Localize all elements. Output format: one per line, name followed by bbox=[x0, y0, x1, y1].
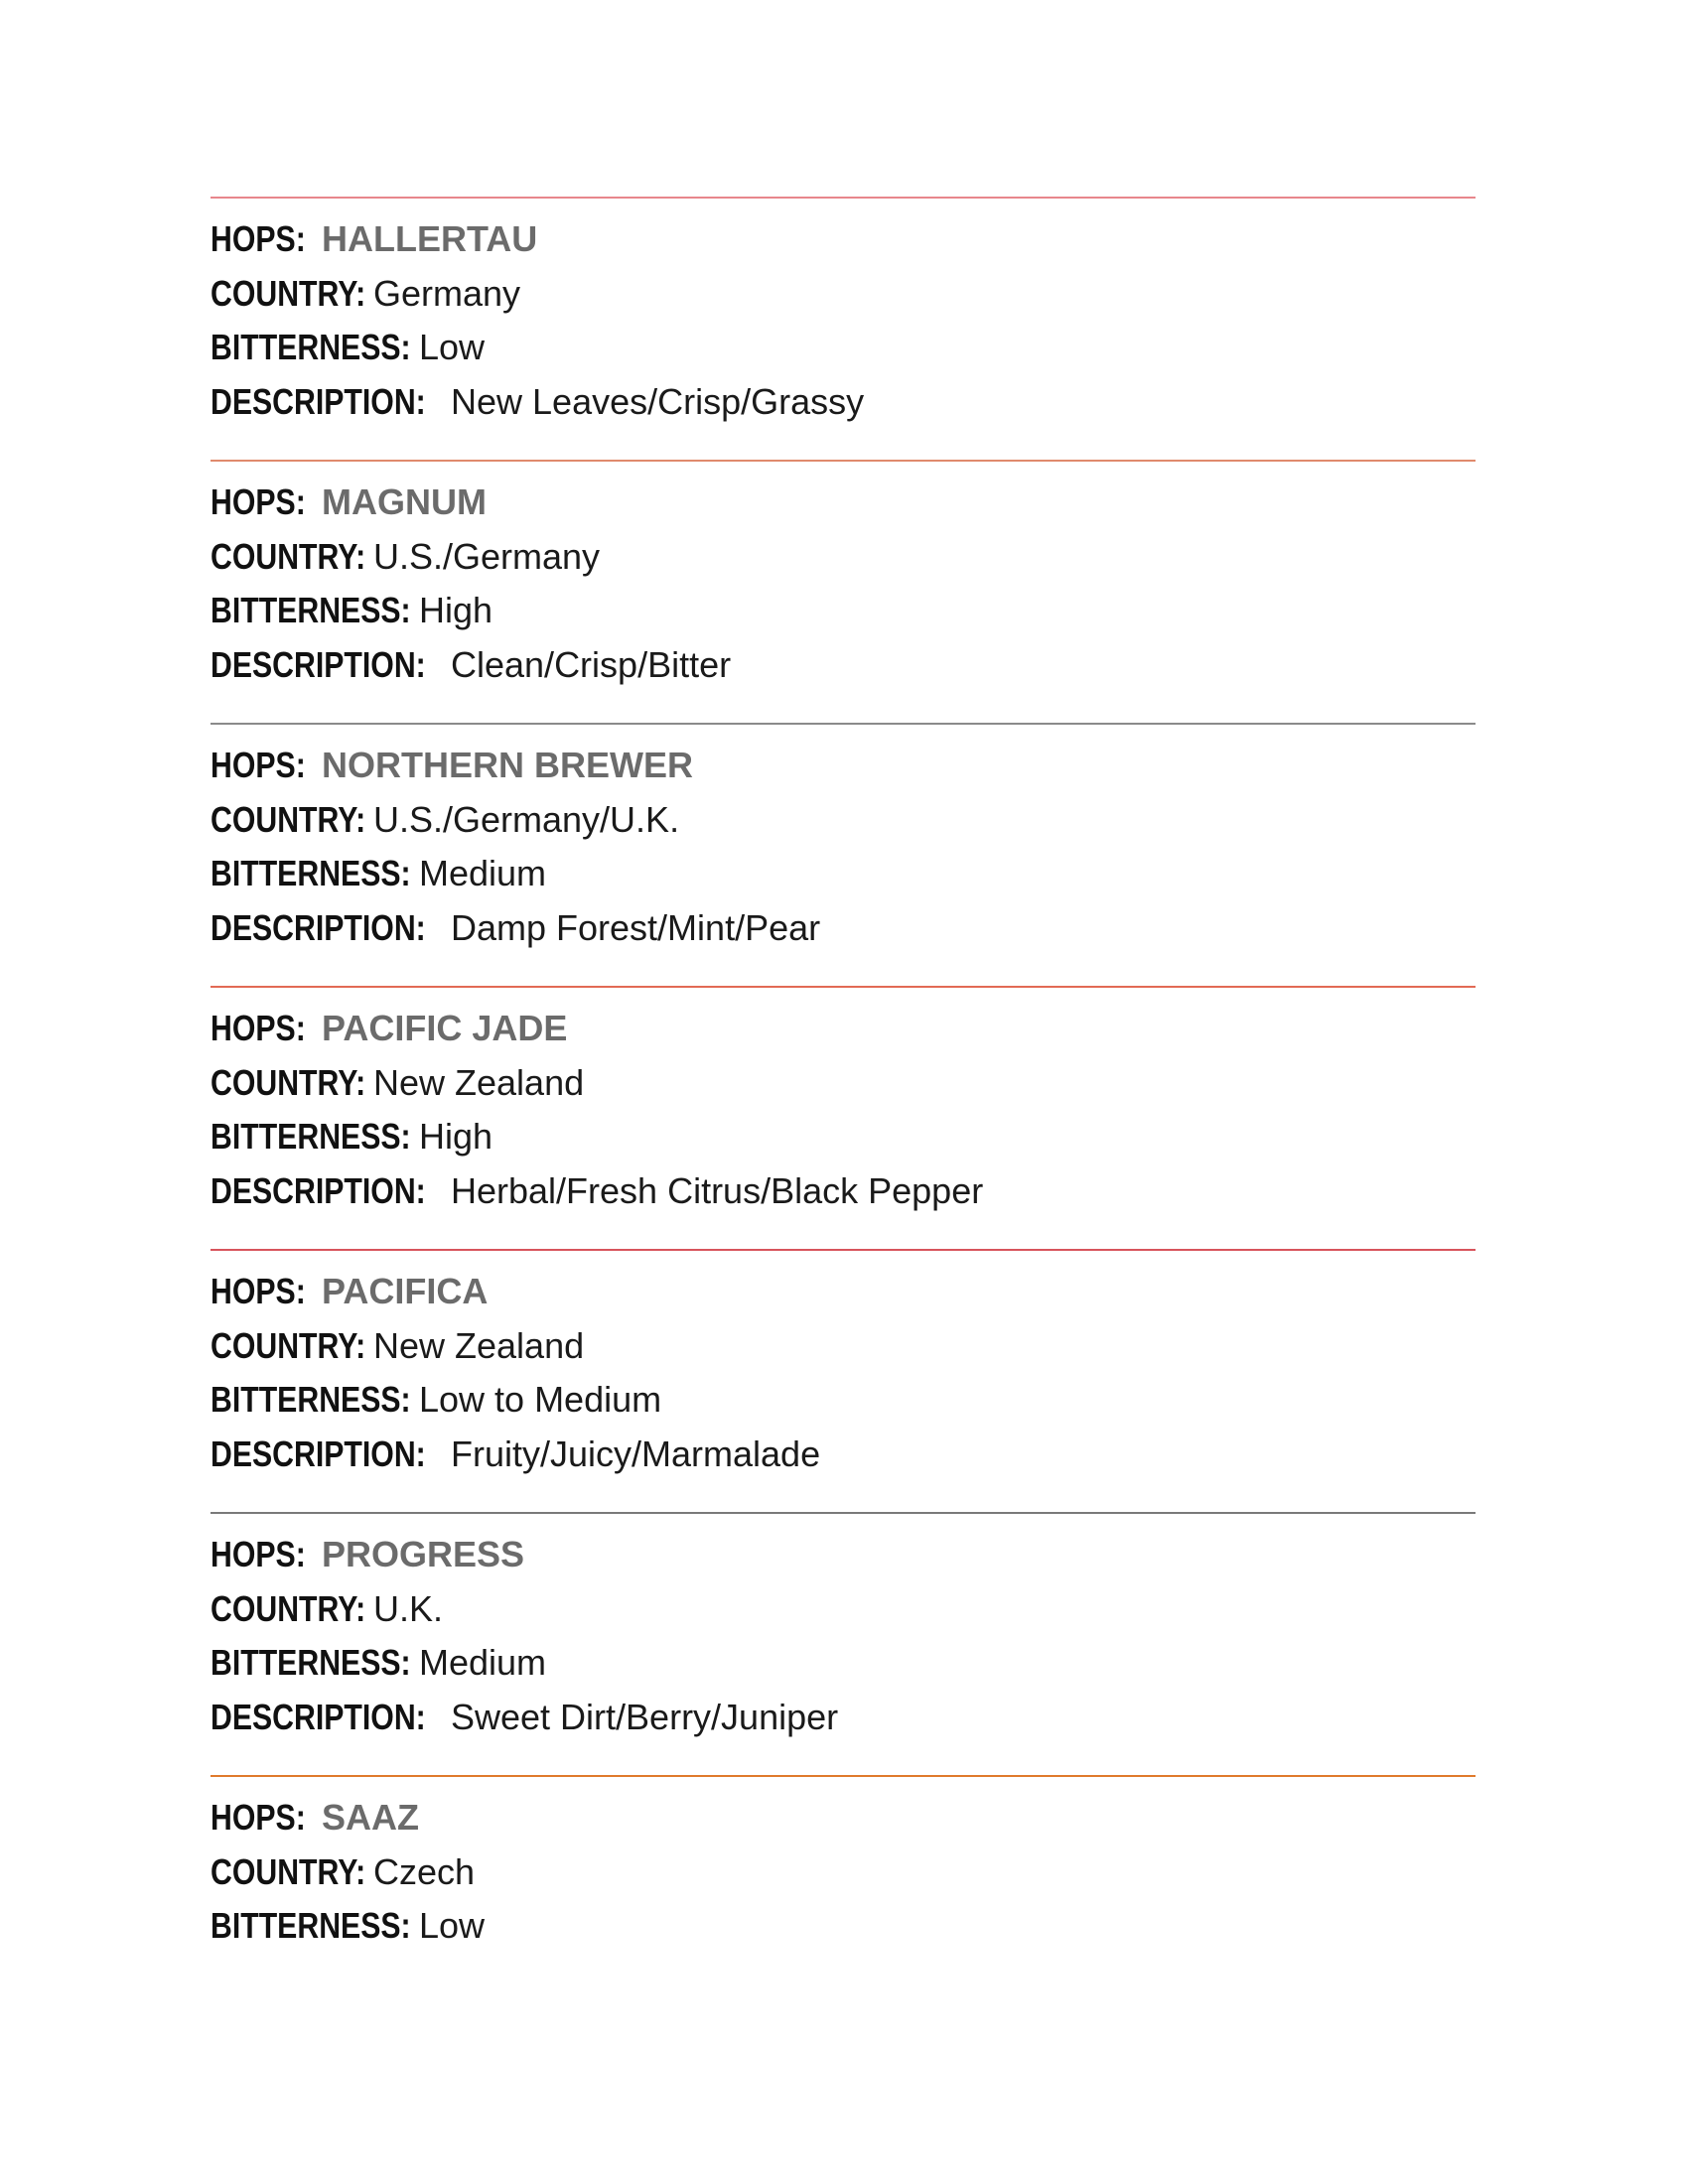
description-line bbox=[211, 638, 1476, 693]
description-value: Sweet Dirt/Berry/Juniper bbox=[451, 1696, 839, 1737]
hops-line bbox=[211, 212, 1476, 267]
bitterness-value: Low bbox=[419, 1905, 486, 1946]
bitterness-label: BITTERNESS: bbox=[211, 853, 411, 893]
bitterness-label: BITTERNESS: bbox=[211, 1642, 411, 1683]
country-value: U.S./Germany bbox=[373, 535, 601, 577]
hop-name: HALLERTAU bbox=[322, 218, 538, 259]
bitterness-line bbox=[211, 321, 1476, 375]
hops-line bbox=[211, 1002, 1476, 1056]
bitterness-line bbox=[211, 1899, 1476, 1954]
hop-entry-saaz bbox=[211, 1775, 1476, 1974]
hops-label: HOPS: bbox=[211, 745, 306, 785]
hops-label: HOPS: bbox=[211, 218, 306, 259]
country-label: COUNTRY: bbox=[211, 1850, 366, 1892]
bitterness-label: BITTERNESS: bbox=[211, 1116, 411, 1157]
country-value: U.S./Germany/U.K. bbox=[373, 798, 680, 840]
country-value: Czech bbox=[373, 1850, 476, 1892]
country-label: COUNTRY: bbox=[211, 1587, 366, 1629]
description-value: Fruity/Juicy/Marmalade bbox=[451, 1433, 821, 1474]
description-line bbox=[211, 1428, 1476, 1482]
bitterness-label: BITTERNESS: bbox=[211, 590, 411, 630]
hop-entry-northern-brewer bbox=[211, 723, 1476, 986]
hop-name: SAAZ bbox=[322, 1797, 419, 1838]
hop-entry-progress bbox=[211, 1512, 1476, 1775]
description-value: Herbal/Fresh Citrus/Black Pepper bbox=[451, 1169, 984, 1211]
bitterness-label: BITTERNESS: bbox=[211, 1905, 411, 1946]
hops-list bbox=[211, 197, 1476, 1974]
bitterness-value: Low bbox=[419, 327, 486, 367]
hop-name: NORTHERN BREWER bbox=[322, 745, 693, 785]
country-label: COUNTRY: bbox=[211, 1061, 366, 1103]
country-line bbox=[211, 267, 1476, 322]
bitterness-value: Medium bbox=[419, 853, 547, 893]
bitterness-label: BITTERNESS: bbox=[211, 1379, 411, 1420]
description-label: DESCRIPTION: bbox=[211, 1433, 426, 1474]
hops-label: HOPS: bbox=[211, 1271, 306, 1311]
country-line bbox=[211, 793, 1476, 848]
country-label: COUNTRY: bbox=[211, 1324, 366, 1366]
description-label: DESCRIPTION: bbox=[211, 1696, 426, 1737]
country-label: COUNTRY: bbox=[211, 535, 366, 577]
description-label: DESCRIPTION: bbox=[211, 906, 426, 948]
bitterness-value: High bbox=[419, 590, 493, 630]
country-value: Germany bbox=[373, 272, 521, 314]
country-line bbox=[211, 1056, 1476, 1111]
bitterness-line bbox=[211, 1110, 1476, 1164]
country-value: New Zealand bbox=[373, 1061, 585, 1103]
hops-line bbox=[211, 476, 1476, 530]
bitterness-label: BITTERNESS: bbox=[211, 327, 411, 367]
hops-label: HOPS: bbox=[211, 481, 306, 522]
hop-name: PACIFIC JADE bbox=[322, 1008, 568, 1048]
country-line bbox=[211, 1845, 1476, 1900]
description-label: DESCRIPTION: bbox=[211, 643, 426, 685]
description-line bbox=[211, 901, 1476, 956]
bitterness-line bbox=[211, 1373, 1476, 1428]
hop-entry-hallertau bbox=[211, 197, 1476, 460]
bitterness-line bbox=[211, 584, 1476, 638]
hops-label: HOPS: bbox=[211, 1534, 306, 1574]
country-value: New Zealand bbox=[373, 1324, 585, 1366]
bitterness-line bbox=[211, 847, 1476, 901]
description-value: Damp Forest/Mint/Pear bbox=[451, 906, 821, 948]
country-line bbox=[211, 530, 1476, 585]
hop-entry-magnum bbox=[211, 460, 1476, 723]
description-line bbox=[211, 1691, 1476, 1745]
description-value: Clean/Crisp/Bitter bbox=[451, 643, 732, 685]
hops-line bbox=[211, 739, 1476, 793]
bitterness-value: Medium bbox=[419, 1642, 547, 1683]
description-line bbox=[211, 375, 1476, 430]
hop-name: MAGNUM bbox=[322, 481, 487, 522]
description-label: DESCRIPTION: bbox=[211, 380, 426, 422]
description-label: DESCRIPTION: bbox=[211, 1169, 426, 1211]
description-line bbox=[211, 1164, 1476, 1219]
country-label: COUNTRY: bbox=[211, 272, 366, 314]
hops-label: HOPS: bbox=[211, 1797, 306, 1838]
hop-entry-pacifica bbox=[211, 1249, 1476, 1512]
bitterness-value: High bbox=[419, 1116, 493, 1157]
description-value: New Leaves/Crisp/Grassy bbox=[451, 380, 865, 422]
bitterness-value: Low to Medium bbox=[419, 1379, 662, 1420]
hop-entry-pacific-jade bbox=[211, 986, 1476, 1249]
country-value: U.K. bbox=[373, 1587, 444, 1629]
hops-line bbox=[211, 1265, 1476, 1319]
country-label: COUNTRY: bbox=[211, 798, 366, 840]
bitterness-line bbox=[211, 1636, 1476, 1691]
hops-line bbox=[211, 1528, 1476, 1582]
hops-label: HOPS: bbox=[211, 1008, 306, 1048]
hop-name: PACIFICA bbox=[322, 1271, 489, 1311]
country-line bbox=[211, 1319, 1476, 1374]
country-line bbox=[211, 1582, 1476, 1637]
hop-name: PROGRESS bbox=[322, 1534, 525, 1574]
hops-line bbox=[211, 1791, 1476, 1845]
